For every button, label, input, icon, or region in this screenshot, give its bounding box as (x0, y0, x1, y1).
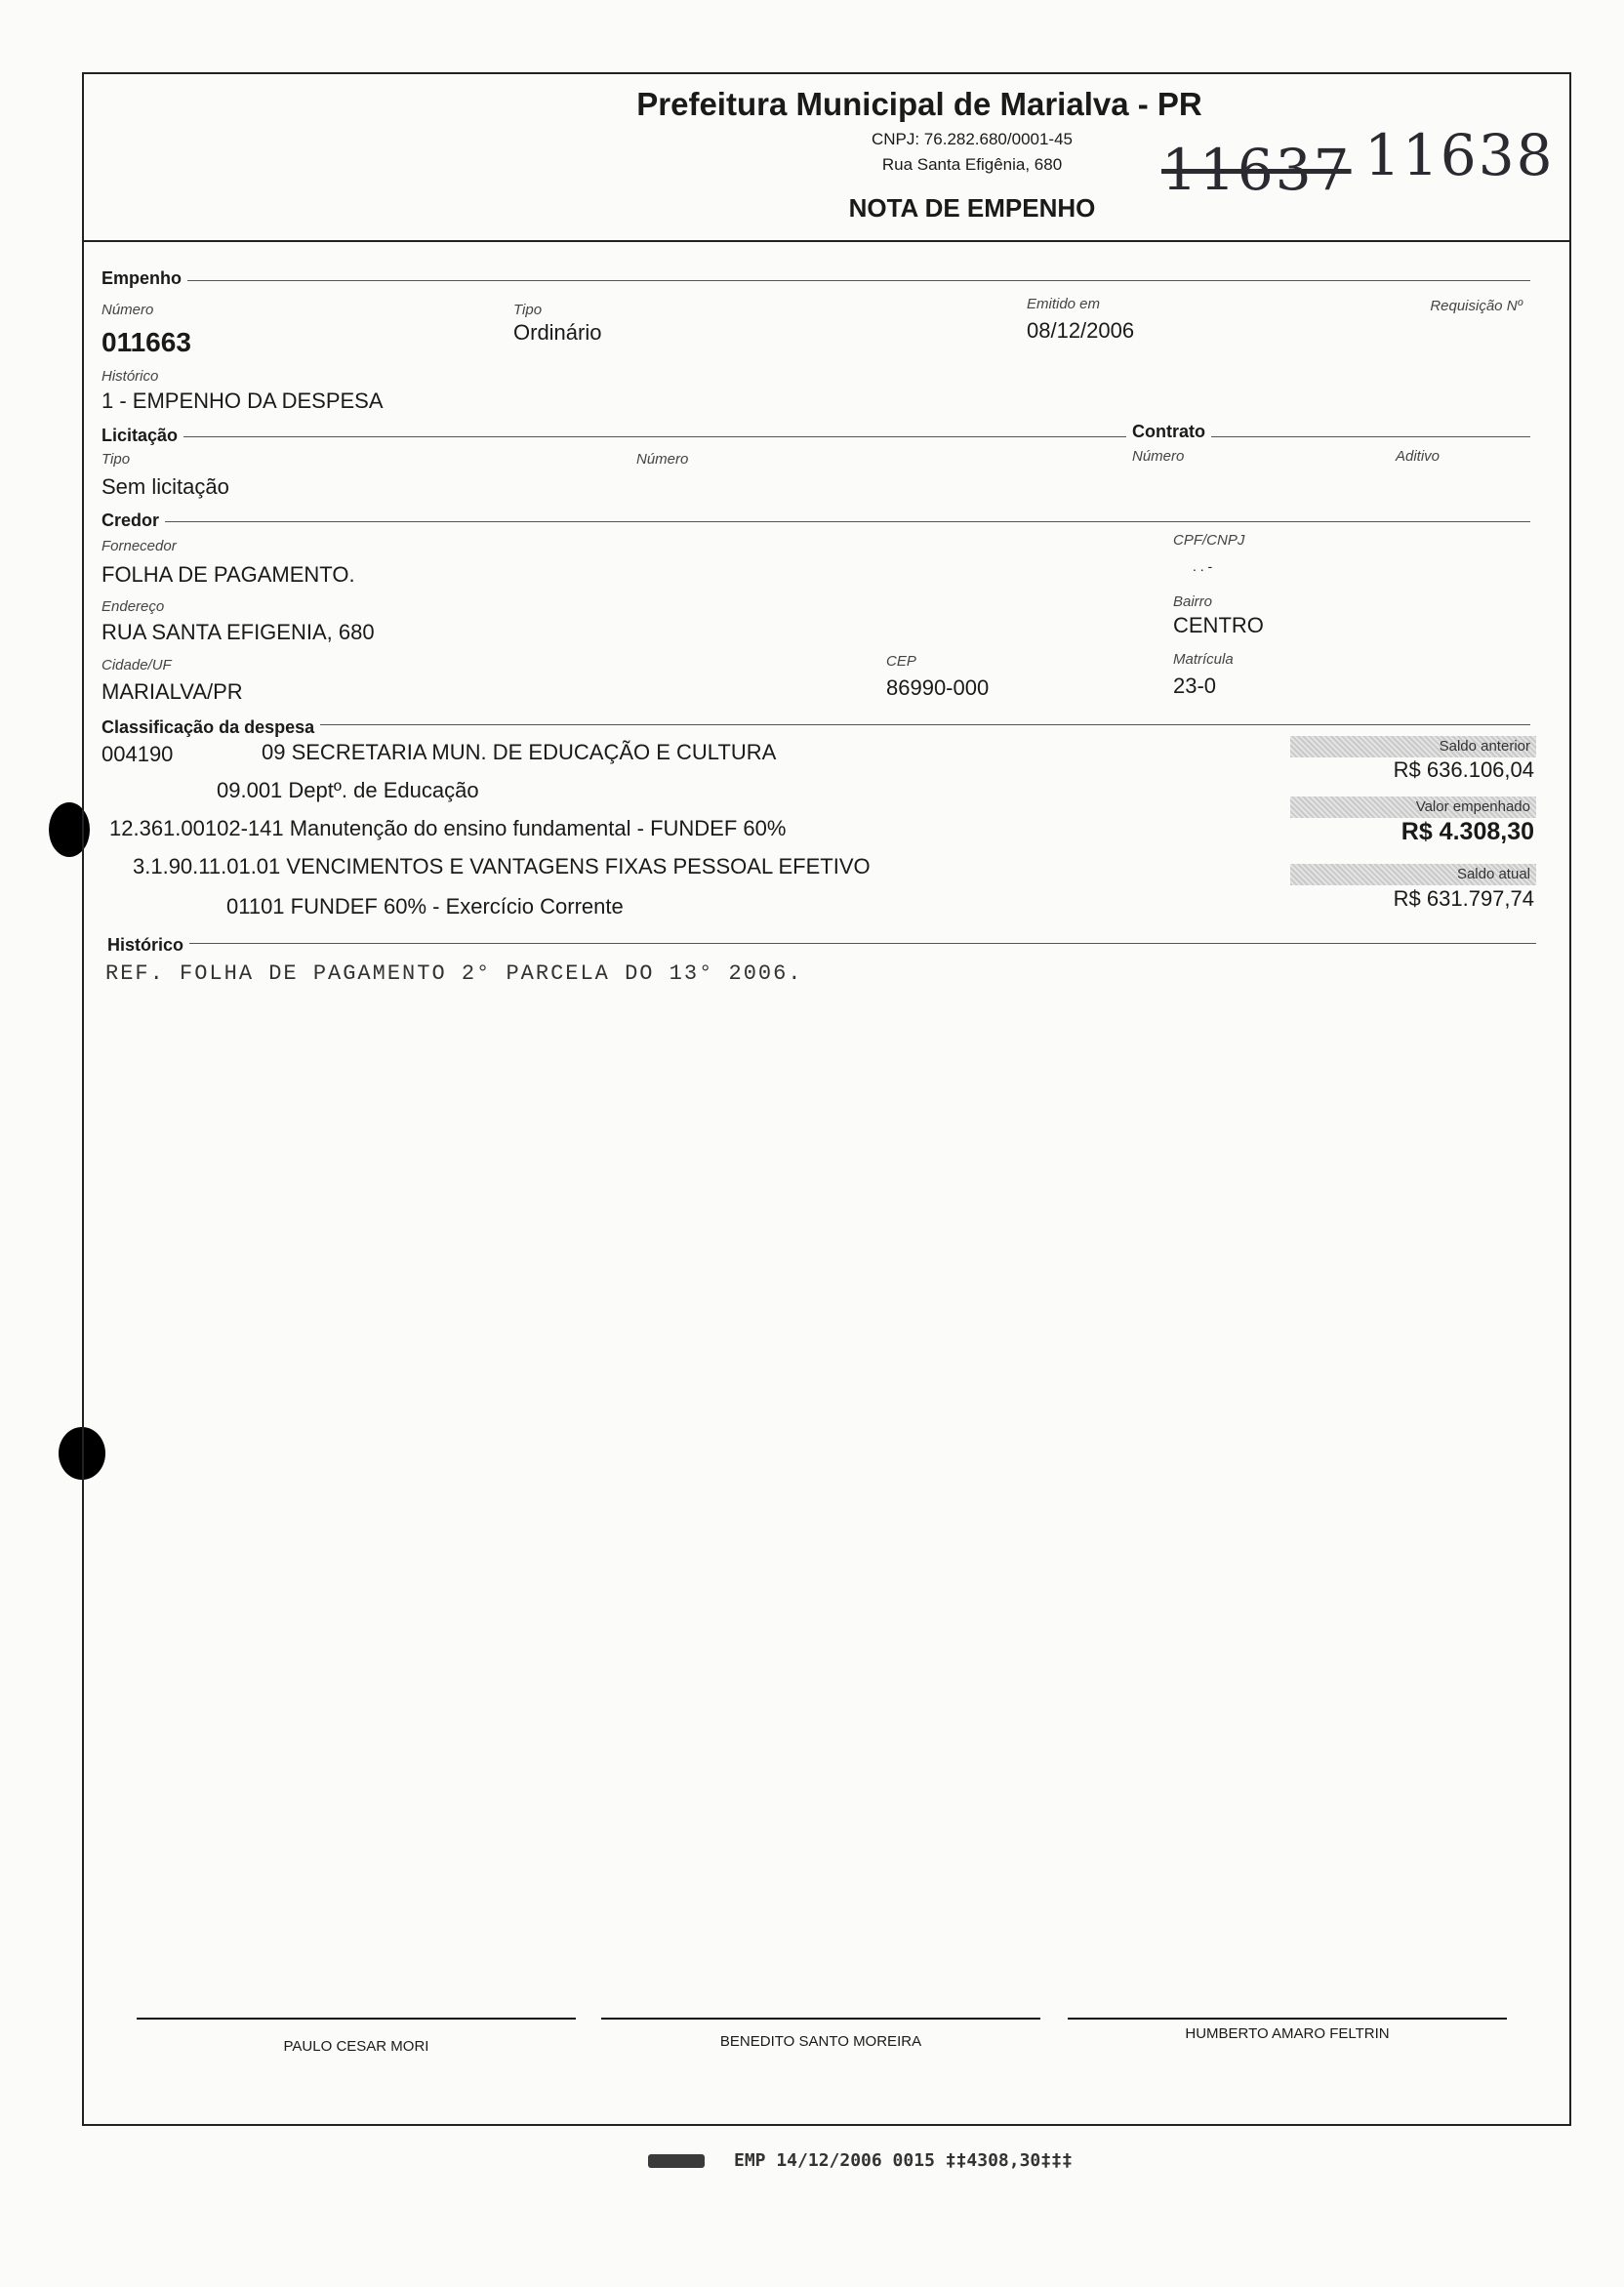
licitacao-numero-label: Número (636, 451, 689, 468)
credor-cpf-label: CPF/CNPJ (1173, 532, 1245, 549)
empenho-numero-label: Número (102, 302, 154, 318)
signature-line-2 (601, 2018, 1040, 2020)
empenho-requisicao-label: Requisição Nº (1430, 298, 1522, 314)
credor-cidade-label: Cidade/UF (102, 657, 172, 674)
licitacao-tipo-label: Tipo (102, 451, 131, 468)
empenho-numero: 011663 (102, 327, 191, 357)
empenho-tipo: Ordinário (513, 320, 602, 345)
header-separator (82, 240, 1569, 242)
historico-rule (107, 943, 1536, 944)
saldo-anterior-label: Saldo anterior (1439, 738, 1530, 755)
stamp-logo-icon (648, 2154, 705, 2168)
contrato-aditivo-label: Aditivo (1396, 448, 1441, 465)
saldo-atual-bar (1290, 864, 1536, 885)
signature-name-1: PAULO CESAR MORI (283, 2038, 429, 2055)
credor-endereco-label: Endereço (102, 598, 165, 615)
credor-matricula: 23-0 (1173, 674, 1217, 698)
header-cnpj: CNPJ: 76.282.680/0001-45 (871, 130, 1074, 148)
licitacao-tipo: Sem licitação (102, 474, 229, 499)
credor-cidade: MARIALVA/PR (102, 679, 243, 704)
contrato-section-title: Contrato (1126, 422, 1211, 442)
valor-empenhado-label: Valor empenhado (1415, 798, 1530, 815)
saldo-anterior: R$ 636.106,04 (1393, 757, 1534, 782)
signature-line-3 (1068, 2018, 1507, 2020)
saldo-atual-label: Saldo atual (1456, 866, 1530, 882)
classificacao-line-1: 09 SECRETARIA MUN. DE EDUCAÇÃO E CULTURA (262, 740, 777, 764)
licitacao-rule (102, 436, 1530, 437)
credor-cpf: . . - (1193, 558, 1213, 574)
credor-matricula-label: Matrícula (1173, 651, 1234, 668)
document-frame (82, 72, 1571, 2126)
historico-text: REF. FOLHA DE PAGAMENTO 2° PARCELA DO 13° 2006. (105, 961, 803, 986)
empenho-historico: 1 - EMPENHO DA DESPESA (102, 388, 384, 413)
credor-endereco: RUA SANTA EFIGENIA, 680 (102, 620, 375, 644)
empenho-emitido: 08/12/2006 (1027, 318, 1135, 343)
handwritten-number: 11638 (1364, 122, 1555, 188)
credor-fornecedor: FOLHA DE PAGAMENTO. (102, 562, 355, 587)
empenho-section-title: Empenho (102, 268, 187, 289)
classificacao-line-5: 01101 FUNDEF 60% - Exercício Corrente (226, 894, 624, 919)
credor-bairro-label: Bairro (1173, 593, 1213, 610)
handwritten-number-crossed: 11637 (1161, 137, 1352, 203)
signature-line-1 (137, 2018, 576, 2020)
classificacao-section-title: Classificação da despesa (102, 717, 320, 738)
saldo-atual: R$ 631.797,74 (1393, 886, 1534, 911)
document-title: NOTA DE EMPENHO (848, 193, 1096, 223)
empenho-historico-label: Histórico (102, 368, 159, 385)
valor-empenhado-bar (1290, 796, 1536, 818)
classificacao-line-3: 12.361.00102-141 Manutenção do ensino fundamental - FUNDEF 60% (109, 816, 787, 840)
empenho-emitido-label: Emitido em (1027, 296, 1101, 312)
empenho-rule (102, 280, 1530, 281)
valor-empenhado: R$ 4.308,30 (1401, 818, 1534, 845)
protocol-stamp: EMP 14/12/2006 0015 ‡‡4308,30‡‡‡ (734, 2150, 1073, 2171)
credor-bairro: CENTRO (1173, 613, 1264, 637)
credor-cep-label: CEP (886, 653, 916, 670)
licitacao-section-title: Licitação (102, 426, 183, 446)
signature-name-3: HUMBERTO AMARO FELTRIN (1185, 2025, 1390, 2042)
classificacao-line-2: 09.001 Deptº. de Educação (217, 778, 479, 802)
classificacao-code: 004190 (102, 742, 174, 766)
contrato-numero-label: Número (1132, 448, 1185, 465)
page-title: Prefeitura Municipal de Marialva - PR (636, 86, 1202, 122)
header-address: Rua Santa Efigênia, 680 (881, 155, 1063, 174)
credor-cep: 86990-000 (886, 675, 990, 700)
credor-rule (102, 521, 1530, 522)
credor-section-title: Credor (102, 510, 165, 531)
signature-name-2: BENEDITO SANTO MOREIRA (719, 2033, 922, 2050)
classificacao-line-4: 3.1.90.11.01.01 VENCIMENTOS E VANTAGENS FIXAS PESSOAL EFETIVO (133, 854, 871, 878)
credor-fornecedor-label: Fornecedor (102, 538, 177, 554)
historico-section-title: Histórico (107, 935, 189, 956)
empenho-tipo-label: Tipo (513, 302, 543, 318)
saldo-anterior-bar (1290, 736, 1536, 757)
